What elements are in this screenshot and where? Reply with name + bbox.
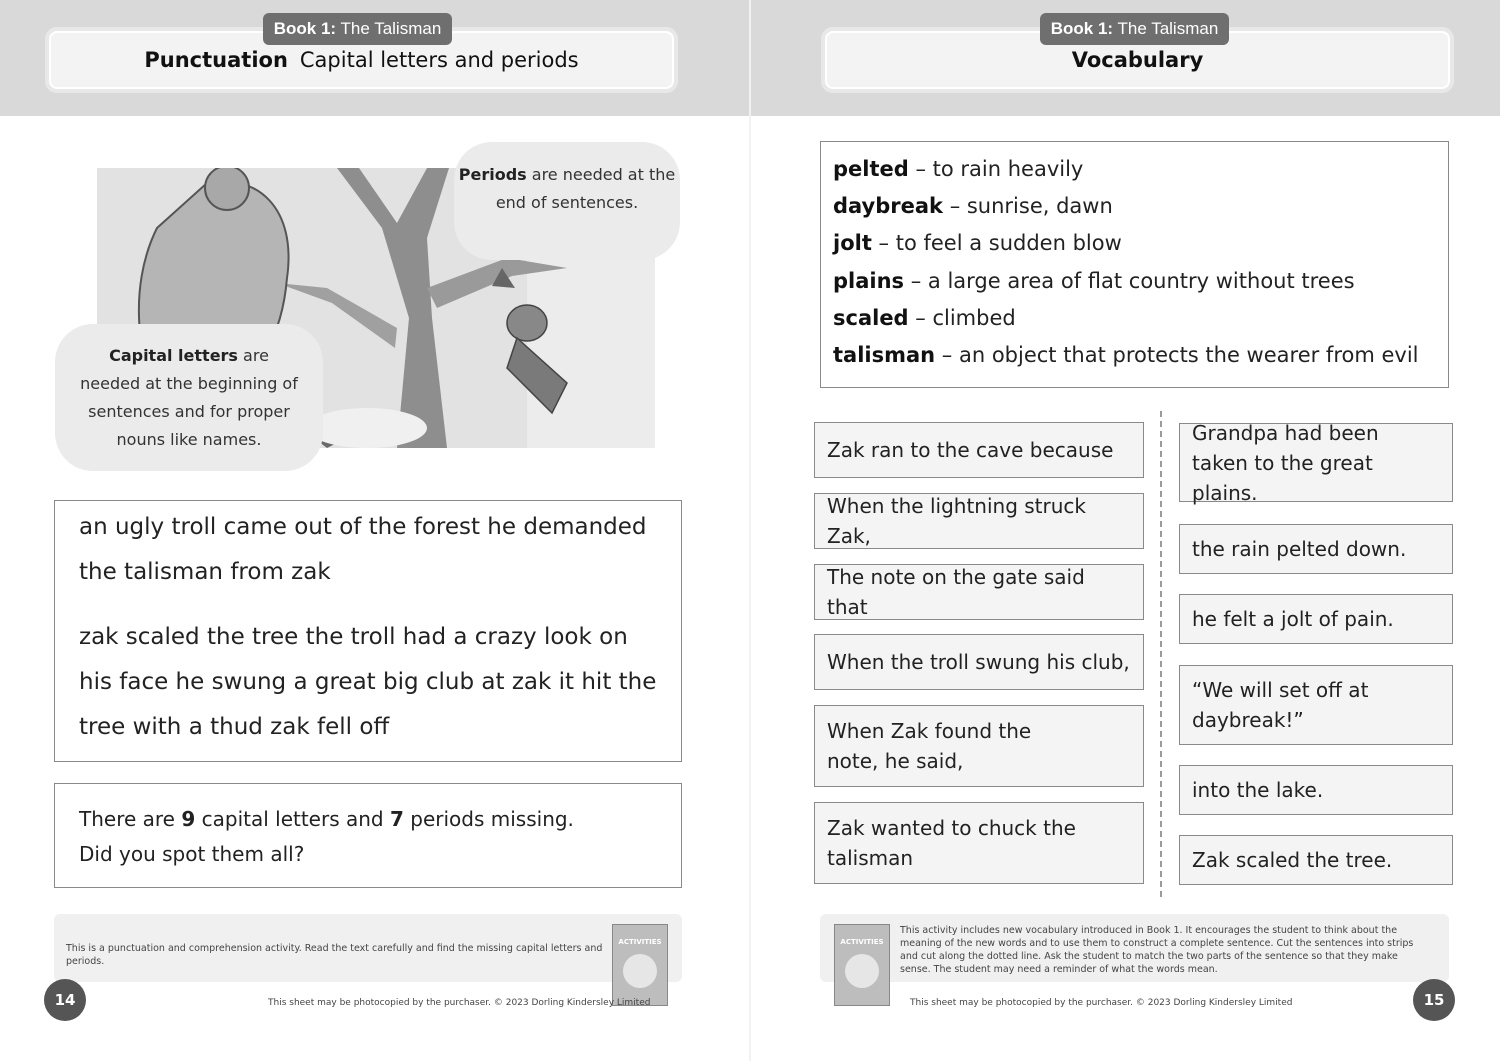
- vocab-definition: – an object that protects the wearer from evil: [935, 343, 1419, 368]
- vocab-definition: – sunrise, dawn: [943, 194, 1113, 219]
- periods-bubble-text: are needed at the end of sentences.: [495, 165, 676, 212]
- vocab-row: [833, 300, 1436, 337]
- sentence-start-strip: Zak ran to the cave because: [814, 422, 1144, 478]
- copyright-left: This sheet may be photocopied by the purchaser. © 2023 Dorling Kindersley Limited: [268, 998, 651, 1008]
- vocab-definition: – to rain heavily: [908, 157, 1084, 181]
- thumbnail-cover-art-icon: [845, 954, 879, 988]
- page-number-right: 15: [1413, 979, 1455, 1021]
- vocab-definition: – climbed: [908, 305, 1016, 330]
- vocab-term: plains: [833, 268, 905, 293]
- page-spine: [749, 0, 751, 1061]
- sentence-start-strip: When the troll swung his club,: [814, 634, 1144, 690]
- vocab-term: talisman: [833, 343, 936, 368]
- capital-count: 9: [181, 807, 196, 831]
- teacher-note-text-left: This is a punctuation and comprehension activity. Read the text carefully and find the missing capital letters and periods.: [66, 943, 603, 967]
- sentence-start-strip: The note on the gate said that: [814, 564, 1144, 620]
- teacher-note-text-right: This activity includes new vocabulary introduced in Book 1. It encourages the student to think about the meaning of the new words and to use them to construct a complete sentence. Cut the sentences into strips and cut along the dotted line. Ask the student to match the two parts of the sentence so that they make sense. The student may need a reminder of what the words mean.: [900, 925, 1414, 975]
- note-text: periods missing.: [403, 807, 574, 831]
- vocab-row: [833, 263, 1436, 300]
- vocab-term: jolt: [833, 231, 872, 256]
- vocab-definition: – to feel a sudden blow: [871, 231, 1122, 256]
- vocab-term: daybreak: [833, 194, 944, 219]
- page-title-bold: Punctuation: [144, 48, 288, 72]
- note-text: There are: [79, 807, 182, 831]
- copyright-right: This sheet may be photocopied by the purchaser. © 2023 Dorling Kindersley Limited: [910, 998, 1293, 1008]
- page-number-left: 14: [44, 979, 86, 1021]
- note-text: capital letters and: [195, 807, 390, 831]
- vocab-row: [833, 188, 1436, 225]
- book-thumbnail-left: [612, 924, 668, 1006]
- sentence-start-strip: When the lightning struck Zak,: [814, 493, 1144, 549]
- thumbnail-title: ACTIVITIES: [840, 938, 884, 946]
- vocab-term: scaled: [833, 305, 909, 330]
- sentence-end-strip: Grandpa had been taken to the great plains.: [1179, 423, 1453, 502]
- story-paragraph-1: an ugly troll came out of the forest he demanded the talisman from zak: [79, 514, 647, 585]
- sentence-end-strip: “We will set off at daybreak!”: [1179, 665, 1453, 745]
- periods-speech-bubble: [454, 142, 680, 260]
- sentence-start-strip: When Zak found the note, he said,: [814, 705, 1144, 787]
- book-tab-label: Book 1:: [273, 19, 337, 38]
- period-count: 7: [389, 807, 404, 831]
- thumbnail-cover-art-icon: [623, 954, 657, 988]
- thumbnail-title: ACTIVITIES: [618, 938, 662, 946]
- sentence-start-strip: Zak wanted to chuck the talisman: [814, 802, 1144, 884]
- capitals-bubble-bold: Capital letters: [109, 346, 238, 365]
- capitals-bubble-text: are needed at the beginning of sentences and for proper nouns like names.: [80, 346, 298, 449]
- page-title-bold: Vocabulary: [1071, 48, 1204, 72]
- book-tab-left: [263, 13, 452, 45]
- sentence-end-strip: he felt a jolt of pain.: [1179, 594, 1453, 644]
- book-tab-right: [1040, 13, 1229, 45]
- vocab-row: [833, 337, 1436, 374]
- periods-bubble-bold: Periods: [458, 165, 527, 184]
- story-paragraph-2: zak scaled the tree the troll had a crazy look on his face he swung a great big club at zak it hit the tree with a thud zak fell off: [79, 624, 657, 740]
- sentence-end-strip: the rain pelted down.: [1179, 524, 1453, 574]
- book-tab-title: The Talisman: [340, 19, 442, 38]
- page-title-subtitle: Capital letters and periods: [299, 48, 579, 72]
- vocab-definition: – a large area of flat country without trees: [904, 268, 1355, 293]
- vocab-term: pelted: [833, 157, 909, 181]
- book-thumbnail-right: [834, 924, 890, 1006]
- book-tab-title: The Talisman: [1117, 19, 1219, 38]
- missing-punctuation-note: [54, 783, 682, 888]
- sentence-end-strip: Zak scaled the tree.: [1179, 835, 1453, 885]
- capitals-speech-bubble: [55, 324, 323, 471]
- sentence-end-strip: into the lake.: [1179, 765, 1453, 815]
- vocab-row: [833, 225, 1436, 262]
- story-text-box: [54, 500, 682, 762]
- book-tab-label: Book 1:: [1050, 19, 1114, 38]
- note-line-1: [79, 802, 657, 837]
- vocab-row: [833, 151, 1436, 188]
- vocabulary-box: [820, 141, 1449, 388]
- cut-line-dotted: [1160, 411, 1162, 897]
- note-line-2: Did you spot them all?: [79, 842, 305, 866]
